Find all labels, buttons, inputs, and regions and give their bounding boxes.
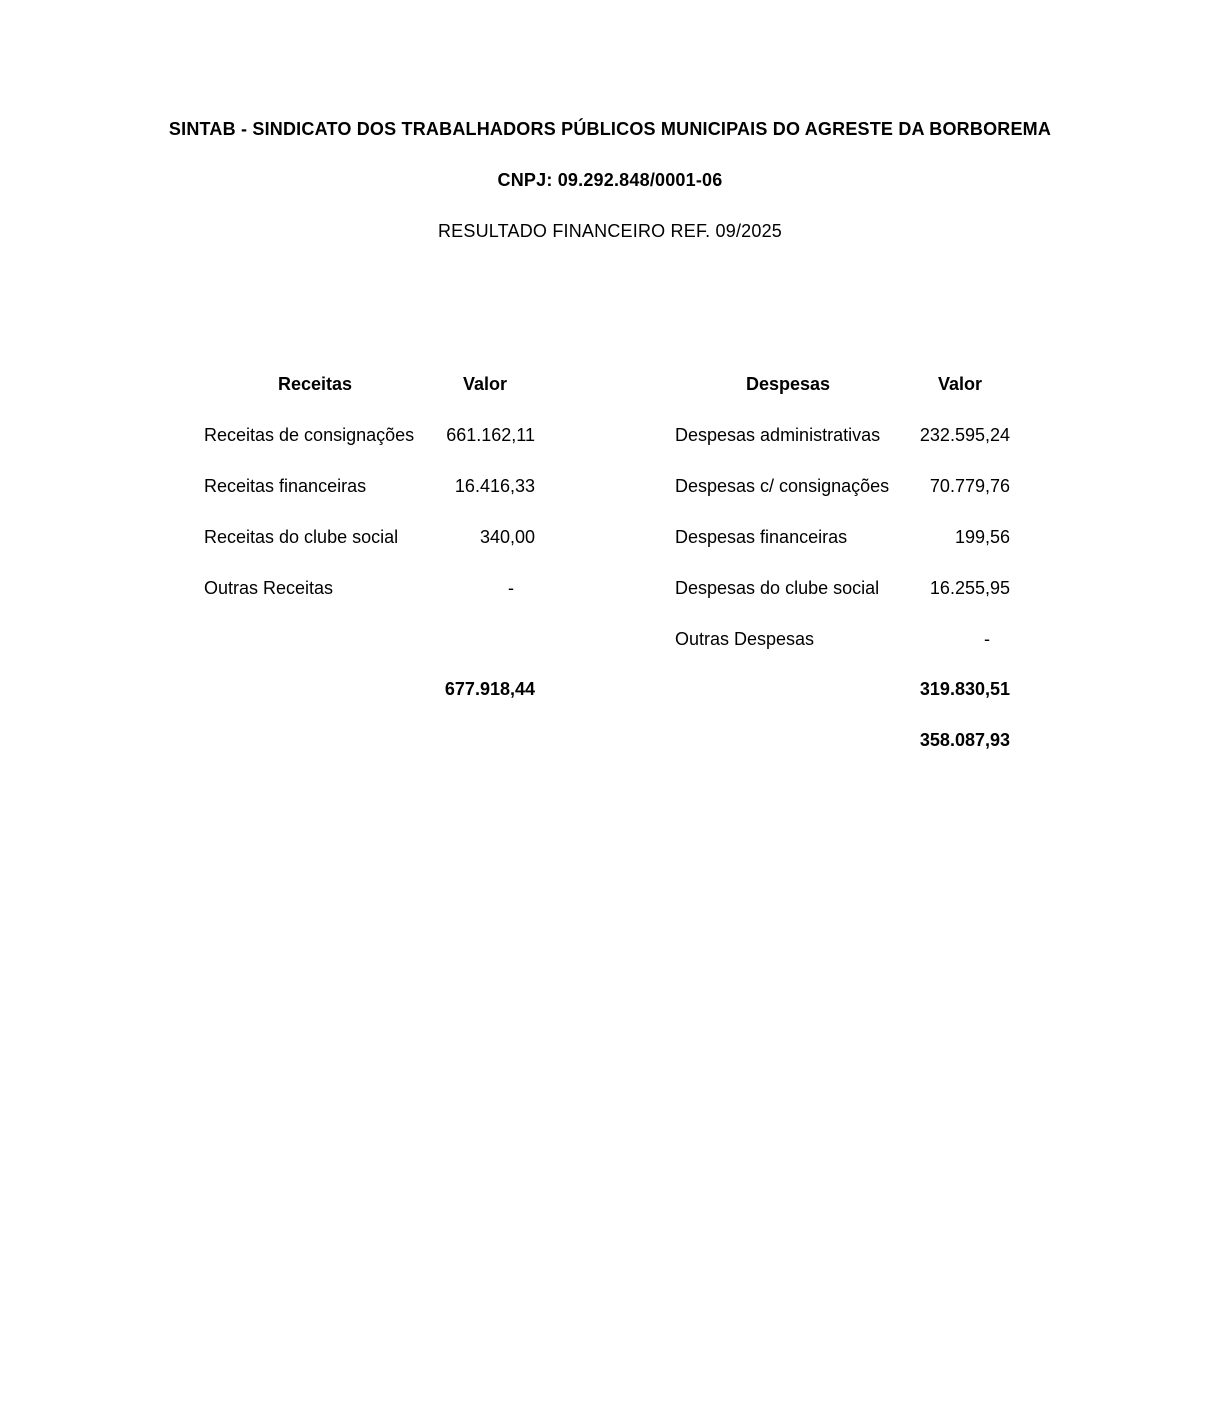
receitas-row-label: Receitas financeiras [204, 476, 367, 496]
receitas-row-value: - [508, 578, 514, 598]
despesas-row-value: 199,56 [954, 527, 1010, 547]
despesas-row-label: Despesas c/ consignações [675, 476, 890, 496]
despesas-row-label: Despesas do clube social [675, 578, 880, 598]
receitas-row-value: 661.162,11 [446, 425, 535, 445]
document-title: SINTAB - SINDICATO DOS TRABALHADORS PÚBLICOS MUNICIPAIS DO AGRESTE DA BORBOREMA [168, 119, 1052, 139]
receitas-valor-heading: Valor [462, 374, 508, 394]
despesas-row-label: Despesas financeiras [675, 527, 848, 547]
receitas-row-label: Outras Receitas [204, 578, 334, 598]
despesas-total: 319.830,51 [919, 679, 1010, 699]
despesas-valor-heading: Valor [937, 374, 983, 394]
despesas-row-value: 16.255,95 [929, 578, 1010, 598]
despesas-row-value: - [984, 629, 990, 649]
receitas-row-label: Receitas de consignações [204, 425, 415, 445]
cnpj-line: CNPJ: 09.292.848/0001-06 [497, 170, 723, 190]
despesas-row-value: 232.595,24 [919, 425, 1010, 445]
receitas-row-value: 16.416,33 [454, 476, 535, 496]
despesas-row-label: Despesas administrativas [675, 425, 881, 445]
report-subtitle: RESULTADO FINANCEIRO REF. 09/2025 [437, 221, 783, 241]
receitas-heading: Receitas [277, 374, 353, 394]
receitas-total: 677.918,44 [444, 679, 535, 699]
receitas-row-value: 340,00 [479, 527, 535, 547]
despesas-row-label: Outras Despesas [675, 629, 815, 649]
despesas-row-value: 70.779,76 [929, 476, 1010, 496]
receitas-row-label: Receitas do clube social [204, 527, 399, 547]
despesas-heading: Despesas [745, 374, 831, 394]
resultado-total: 358.087,93 [919, 730, 1010, 750]
